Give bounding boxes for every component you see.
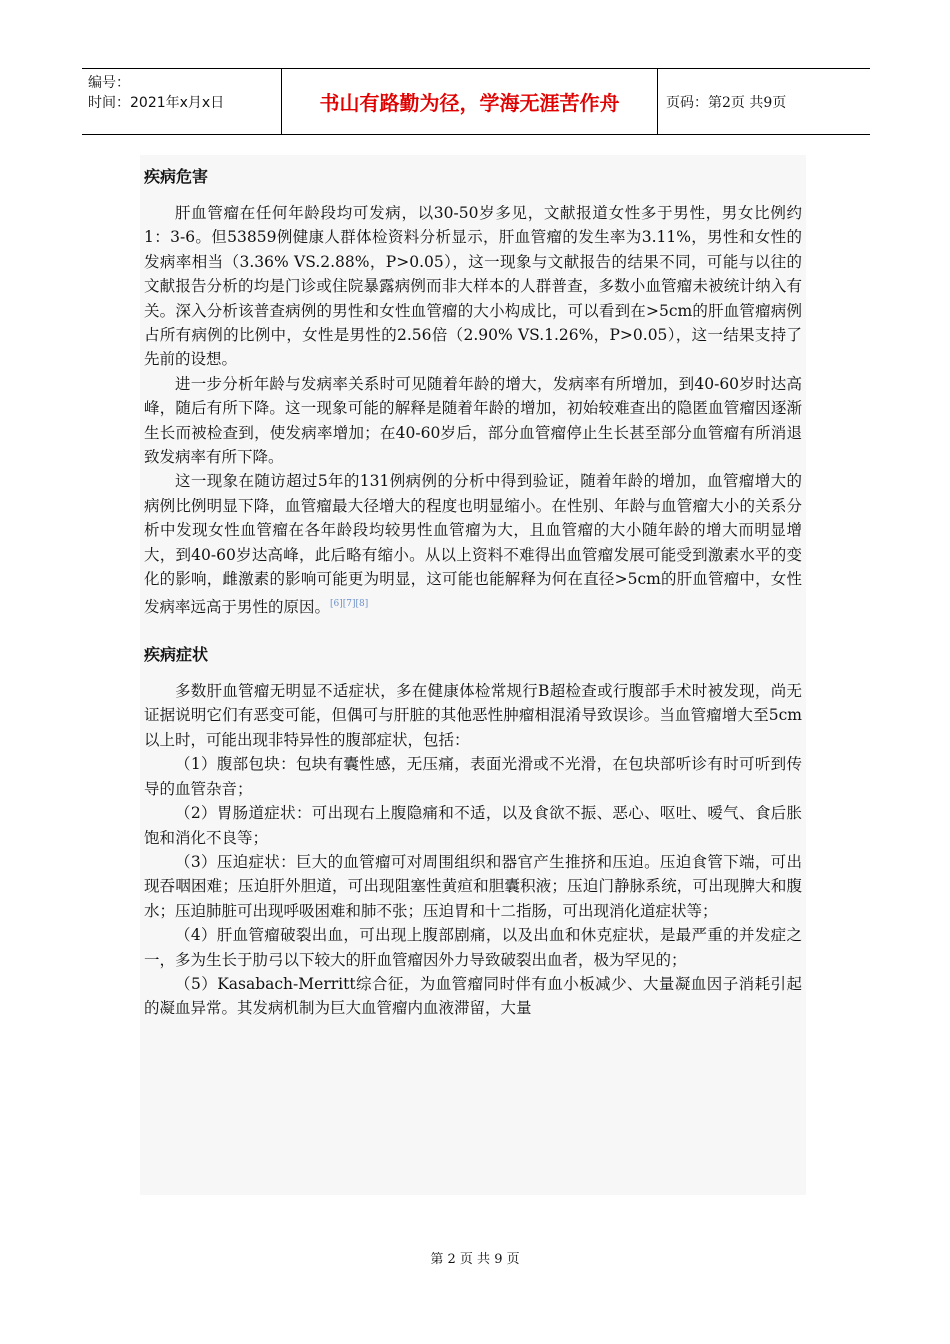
paragraph: 多数肝血管瘤无明显不适症状，多在健康体检常规行B超检查或行腹部手术时被发现，尚无证据说明它们有恶变可能，但偶可与肝脏的其他恶性肿瘤相混淆导致误诊。当血管瘤增大至5cm以上时，可能出现非特异性的腹部症状，包括：	[144, 682, 802, 749]
header-meta	[82, 69, 282, 134]
list-item: （2）胃肠道症状：可出现右上腹隐痛和不适，以及食欲不振、恶心、呕吐、嗳气、食后胀饱和消化不良等；	[144, 804, 802, 847]
doc-date-label: 时间：2021年x月x日	[88, 95, 225, 111]
page-footer: 第 2 页 共 9 页	[430, 1252, 520, 1267]
list-item: （1）腹部包块：包块有囊性感，无压痛，表面光滑或不光滑，在包块部听诊有时可听到传导的血管杂音；	[144, 755, 802, 798]
paragraph-text: 这一现象在随访超过5年的131例病例的分析中得到验证，随着年龄的增加，血管瘤增大的病例比例明显下降，血管瘤最大径增大的程度也明显缩小。在性别、年龄与血管瘤大小的关系分析中发现女性血管瘤在各年龄段均较男性血管瘤为大，且血管瘤的大小随年龄的增大而明显增大，到40-60岁达高峰，此后略有缩小。从以上资料不难得出血管瘤发展可能受到激素水平的变化的影响，雌激素的影响可能更为明显，这可能也能解释为何在直径>5cm的肝血管瘤中，女性发病率远高于男性的原因。	[144, 472, 802, 616]
section-title-hazards: 疾病危害	[144, 167, 209, 186]
list-item: （3）压迫症状：巨大的血管瘤可对周围组织和器官产生推挤和压迫。压迫食管下端，可出现吞咽困难；压迫肝外胆道，可出现阻塞性黄疸和胆囊积液；压迫门静脉系统，可出现脾大和腹水；压迫肺脏可出现呼吸困难和肺不张；压迫胃和十二指肠，可出现消化道症状等；	[144, 852, 802, 920]
header-motto: 书山有路勤为径，学海无涯苦作舟	[282, 69, 658, 134]
document-body	[140, 155, 806, 1195]
page-header	[82, 68, 870, 135]
list-item: （5）Kasabach-Merritt综合征，为血管瘤同时伴有血小板减少、大量凝血因子消耗引起的凝血异常。其发病机制为巨大血管瘤内血液滞留，大量	[144, 974, 802, 1018]
paragraph: 进一步分析年龄与发病率关系时可见随着年龄的增大，发病率有所增加，到40-60岁时达高峰，随后有所下降。这一现象可能的解释是随着年龄的增加，初始较难查出的隐匿血管瘤因逐渐生长而被检查到，使发病率增加；在40-60岁后，部分血管瘤停止生长甚至部分血管瘤有所消退致发病率有所下降。	[144, 374, 802, 467]
header-page-label: 页码：第2页 共9页	[666, 94, 787, 111]
doc-number-label: 编号：	[88, 75, 130, 91]
section-title-symptoms: 疾病症状	[144, 645, 209, 665]
paragraph: 肝血管瘤在任何年龄段均可发病，以30-50岁多见，文献报道女性多于男性，男女比例约1：3-6。但53859例健康人群体检资料分析显示，肝血管瘤的发生率为3.11%，男性和女性的发病率相当（3.36% VS.2.88%，P>0.05），这一现象与文献报告的结果不同，可能与以往的文献报告分析的均是门诊或住院暴露病例而非大样本的人群普查，多数小血管瘤未被统计纳入有关。深入分析该普查病例的男性和女性血管瘤的大小构成比，可以看到在>5cm的肝血管瘤病例占所有病例的比例中，女性是男性的2.56倍（2.90% VS.1.26%，P>0.05），这一结果支持了先前的设想。	[144, 204, 802, 369]
list-item: （4）肝血管瘤破裂出血，可出现上腹部剧痛，以及出血和休克症状，是最严重的并发症之一，多为生长于肋弓以下较大的肝血管瘤因外力导致破裂出血者，极为罕见的；	[144, 926, 802, 969]
citation-link[interactable]: [6][7][8]	[330, 598, 369, 609]
paragraph-with-citation	[144, 469, 802, 619]
